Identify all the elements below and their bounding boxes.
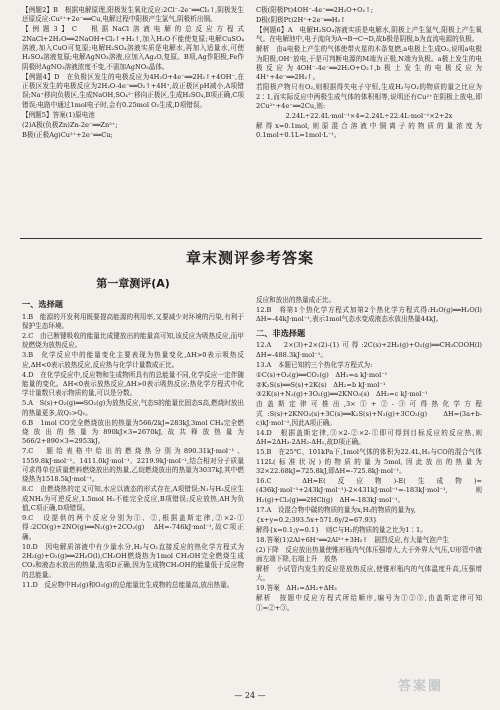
- answer-paragraph: 14.D 根据盖斯定律,③×2-②×2-①即可得到目标反应的反应热,则ΔH=2ΔH₃-2ΔH₂-ΔH₁,故D项正确。: [256, 429, 482, 447]
- answer-paragraph: C极(阳极Pt)4OH⁻-4e⁻══2H₂O+O₂↑;: [256, 6, 373, 14]
- answer-paragraph: B极(正极Ag)Cu²⁺+2e⁻══Cu;: [22, 130, 113, 139]
- top-left-column: [22, 6, 244, 232]
- answer-paragraph: ③2K(s)+N₂(g)+3O₂(g)══2KNO₃(s) ΔH₃=c kJ·mol⁻¹: [256, 390, 428, 399]
- answer-paragraph: {x+y=0.2;393.5x+571.6y/2=67.93}: [256, 515, 378, 524]
- answer-paragraph: 解析 小试管内发生的反应是放热反应,使锥形瓶内的气体温度升高,压强增大。: [256, 564, 482, 583]
- answer-paragraph: 10.D 因电解质溶液中有少量水分,H₂与O₂直接反应的热化学方程式为2H₂(g)+O₂(g)══2H₂O(l),CH₃OH燃烧热为1mol CH₃OH完全燃烧生成CO₂和液态水放出的热量,选项D正确,因为生成物CH₃OH的能量低于反应物的总能量。: [22, 542, 244, 579]
- answer-paragraph: 解得{x=0.1;y=0.1} 则C与H₂的物质的量之比为1∶1。: [256, 525, 427, 534]
- main-title: 章末测评参考答案: [185, 249, 314, 267]
- answer-paragraph: 9.C 设提供的两个反应分别为①、②,根据盖斯定律,②×2-①得:2CO(g)+2NO(g)══N₂(g)+2CO₂(g) ΔH=-746kJ·mol⁻¹,故C项正确。: [22, 513, 244, 541]
- answer-paragraph: 6.B 1mol CO完全燃烧放出的热量为566/2kJ=283kJ,3mol CH₄完全燃烧放出的热量为890kJ×3=2670kJ,故共释放热量为566/2+890×3=2953kJ。: [22, 418, 244, 446]
- answer-paragraph: 【例题2】B 根据电解原理,阳极发生氧化反应:2Cl⁻-2e⁻══Cl₂↑,阴极发生还原反应:Cu²⁺+2e⁻══Cu,电解过程中阳极产生氯气,阴极析出铜。: [22, 6, 244, 24]
- answer-paragraph: 7.C 题给表格中给出的燃烧热分别为890.31kJ·mol⁻¹、1559.8kJ·mol⁻¹、1411.0kJ·mol⁻¹、2219.9kJ·mol⁻¹,结合相对分子质量可求得单位质量燃料燃烧放出的热量,乙烷燃烧放出的热量为3037kJ,其中燃烧热为1518.5kJ·mol⁻¹。: [22, 447, 244, 484]
- answer-paragraph: D极(阴极Pt)2H⁺+2e⁻══H₂↑: [256, 15, 346, 24]
- top-right-column: [256, 6, 482, 232]
- answer-paragraph: 13.A 本题已知的三个热化学方程式为:: [256, 360, 373, 369]
- answer-paragraph: (2)下降 反应放出热量使锥形瓶内气体压强增大,大于外界大气压,U形管中液面左端下降,右端上升 放热: [256, 545, 482, 563]
- answer-paragraph: 2.24L÷22.4L·mol⁻¹×4=2.24L÷22.4L·mol⁻¹×2+2x: [285, 111, 453, 120]
- watermark-logo: 答案圈: [398, 679, 444, 694]
- answer-paragraph: 5.A S(s)+O₂(g)══SO₂(g)为放热反应,气态S的能量比固态S高,燃烧时放出的热量更多,故Q₂>Q₁。: [22, 399, 245, 417]
- answer-paragraph: 17.A 设混合物中碳的物质的量为x,H₂的物质的量为y,: [256, 505, 416, 514]
- bottom-left-column: [22, 296, 244, 680]
- answer-paragraph: 4.D 在化学反应中,反应物和生成物所具有的总能量不同,化学反应一定伴随能量的变化。ΔH<0表示放热反应,ΔH>0表示吸热反应;热化学方程式中化学计量数只表示物质的量,可以是分数。: [22, 370, 244, 398]
- page-number: — 24 —: [234, 691, 266, 700]
- bottom-right-column: [256, 296, 489, 680]
- answer-paragraph: 2.C 由已断键吸收的能量比成键放出的能量高可知,该反应为吸热反应,而甲烷燃烧为放热反应。: [22, 331, 244, 350]
- answer-paragraph: 8.C 由燃烧热的定义可知,水应以液态的形式存在,A项错误;N₂与H₂反应生成NH₃为可逆反应,1.5mol H₂不能完全反应,B项错误;反应放热,ΔH为负值,C项正确,D项错误。: [22, 485, 244, 512]
- answer-paragraph: 16.C ΔH=E(反应物)-E(生成物)=(436kJ·mol⁻¹+243kJ·mol⁻¹)-2×431kJ·mol⁻¹=-183kJ·mol⁻¹,则H₂(g)+Cl₂(g)══2HCl(g) ΔH=-183kJ·mol⁻¹。: [256, 477, 482, 504]
- answer-paragraph: 1.B 能源的开发利用既要提高能源的利用率,又要减少对环境的污染,有利于保护生态环境。: [22, 312, 244, 330]
- section-heading: 二、非选择题: [256, 327, 306, 338]
- answer-paragraph: 解得x=0.1mol,则原混合溶液中铜离子的物质的量浓度为0.1mol÷0.1L=1mol·L⁻¹。: [256, 121, 482, 140]
- answer-paragraph: 12.B 将第1个热化学方程式加第2个热化学方程式得:H₂O(g)══H₂O(l) ΔH=-44kJ·mol⁻¹,表示1mol气态水变成液态水放出热量44kJ。: [256, 305, 489, 324]
- answer-paragraph: 11.D 反应物中H₂(g)和O₂(g)的总能量比生成物的总能量高,放出热量。: [22, 580, 234, 589]
- answer-paragraph: 【例题6】A 电解H₂SO₄溶液实质是电解水,阴极上产生氢气,阳极上产生氧气。在电解池中,电子流向为A→B→C→D,故b极是阴极,b为直流电源的负极。: [256, 25, 482, 44]
- answer-paragraph: 解析 由a电极上产生的气体使带火星的木条复燃,a电极上生成O₂,说明a电极为阳极,OH⁻放电,于是可判断电源的M端为正极,N端为负极。a极上发生的电极反应为4OH⁻-4e⁻══2H₂O+O₂↑,b极上发生的电极反应为4H⁺+4e⁻══2H₂↑。: [256, 45, 482, 82]
- answer-paragraph: 3.B 化学反应中的能量变化主要表现为热量变化,ΔH>0表示吸热反应,ΔH<0表示放热反应,反应热与化学计量数成正比。: [22, 351, 244, 369]
- answer-paragraph: 19.答案 ΔH₁=ΔH₂+ΔH₃: [256, 584, 337, 593]
- answer-paragraph: 由盖斯定律可推出,3×①+②-③可得热化学方程式:S(s)+2KNO₃(s)+3C(s)══K₂S(s)+N₂(g)+3CO₂(g) ΔH=(3a+b-c)kJ·mol⁻¹,因此A项正确。: [256, 400, 482, 428]
- answer-paragraph: 【例题4】D 在负极区发生的电极反应为4H₂O+4e⁻══2H₂↑+4OH⁻,在正极区发生的电极反应为2H₂O-4e⁻══O₂↑+4H⁺,故正极区pH减小,A项错误;Na⁺移向负极区,生成NaOH,SO₄²⁻移向正极区,生成H₂SO₄,B项正确,C项错误;电路中通过1mol电子时,会有0.25mol O₂生成,D项错误。: [22, 72, 244, 109]
- answer-paragraph: 15.B 在25℃、101kPa下,1mol气体的体积为22.4L,H₂与CO的混合气体112L(标准状况)的物质的量为5mol,因此放出的热量为32×22.68kJ=725.8kJ,即ΔH=-725.8kJ·mol⁻¹。: [256, 448, 482, 476]
- answer-paragraph: 【例题5】答案(1)原电池: [22, 110, 95, 119]
- answer-paragraph: 12.A 2×(3)+2×(2)-(1)可得:2C(s)+2H₂(g)+O₂(g)══CH₃COOH(l) ΔH=-488.3kJ·mol⁻¹。: [256, 341, 489, 359]
- answer-paragraph: ②K₂S(s)══S(s)+2K(s) ΔH₂=b kJ·mol⁻¹: [256, 380, 386, 389]
- answer-paragraph: 【例题3】C 根据NaCl溶液电解的总反应方程式2NaCl+2H₂O══2NaOH+Cl₂↑+H₂↑,加入H₂O不能使复原;电解CuSO₄溶液,加入CuO可复原;电解H₂SO₄溶液实质是电解水,再加入适量水,可使H₂SO₄溶液复原;电解AgNO₃溶液,应加入Ag₂O,复原。B项,Ag作阳极,Fe作阴极时AgNO₃溶液浓度不变,不需加AgNO₃晶体。: [22, 25, 244, 71]
- answer-paragraph: (2)A极(负极Zn)Zn-2e⁻══Zn²⁺;: [22, 120, 118, 129]
- answer-paragraph: 解析 按题中反应方程式所给顺序,编号为①②③,由盖斯定律可知①=②+③。: [256, 594, 482, 612]
- section-divider: [20, 238, 482, 239]
- answer-paragraph: 若阳极产物只有O₂,则根据得失电子守恒,生成H₂与O₂的物质的量之比应为2∶1,而实际反应中两极生成气体的体积相等,说明还有Cu²⁺在阴极上放电,即2Cu²⁺+4e⁻══2Cu,则:: [256, 83, 482, 110]
- section-heading: 一、选择题: [22, 299, 63, 309]
- answer-paragraph: 反应和放出的热量成正比。: [256, 296, 336, 304]
- answer-paragraph: ①C(s)+O₂(g)══CO₂(g) ΔH₁=a kJ·mol⁻¹: [256, 370, 388, 379]
- answer-paragraph: 18.答案(1)2Al+6H⁺══2Al³⁺+3H₂↑ 剧烈反应,有大量气泡产生: [256, 535, 450, 544]
- section-title: 第一章测评(A): [96, 277, 170, 290]
